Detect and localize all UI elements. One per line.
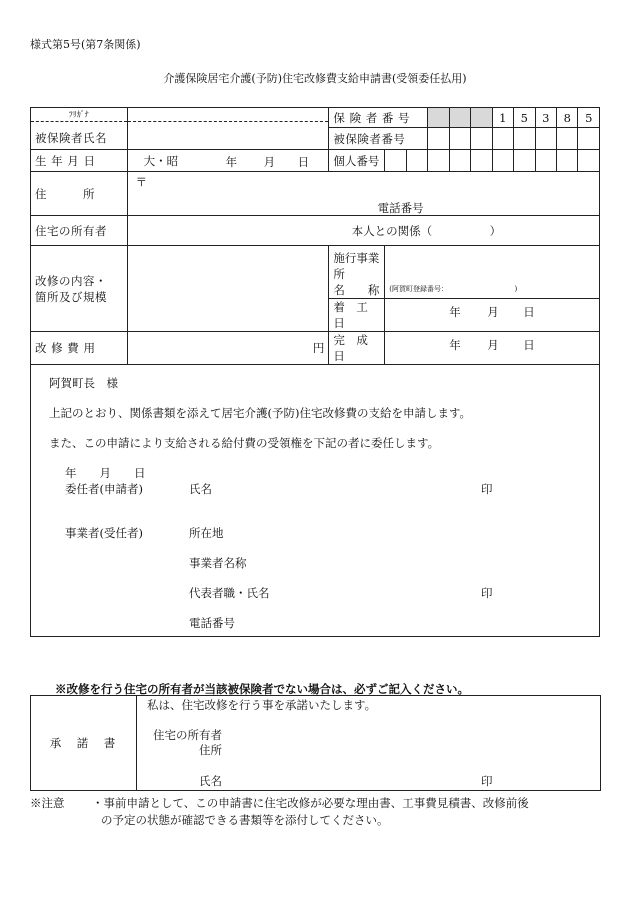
completion-day-unit: 日 [523,338,535,352]
relation-label: 本人との関係（ ） [351,223,502,238]
personal-number-label: 個人番号 [329,150,385,172]
insurer-digit: 5 [578,108,600,128]
footnote-mark: ※注意 [30,796,65,810]
birth-day-unit: 日 [297,155,310,169]
renovation-label-line: 箇所及び規模 [35,289,107,304]
renovation-label [31,246,128,332]
personal-digit[interactable] [449,150,470,172]
personal-digit[interactable] [471,150,492,172]
owner-field[interactable] [127,216,599,246]
consent-owner-label: 住宅の所有者 [153,728,222,742]
delegator-label: 委任者(申請者) [65,482,143,496]
application-statement: 上記のとおり、関係書類を添えて居宅介護(予防)住宅改修費の支給を申請します。 [49,406,472,420]
personal-digit[interactable] [535,150,556,172]
insurer-digit: 3 [535,108,556,128]
start-date-label: 着 工 日 [329,299,385,332]
insured-digit[interactable] [514,128,535,150]
insured-digit[interactable] [578,128,600,150]
personal-digit[interactable] [428,150,449,172]
insurer-digit: 1 [492,108,513,128]
phone-label: 電話番号 [377,201,424,215]
insured-digit[interactable] [557,128,578,150]
completion-date-label: 完 成 日 [329,332,385,365]
consent-address-label: 住所 [199,743,222,757]
delegator-name-label: 氏名 [189,482,212,496]
start-month-unit: 月 [487,305,499,319]
address-label: 住 所 [31,172,128,216]
insured-digit[interactable] [428,128,449,150]
insured-name-field[interactable] [127,128,329,150]
start-day-unit: 日 [523,305,535,319]
birth-era: 大・昭 [143,153,179,168]
consent-statement: 私は、住宅改修を行う事を承諾いたします。 [147,698,377,712]
insurer-digit: 8 [557,108,578,128]
insurer-digit [449,108,470,128]
personal-digit[interactable] [492,150,513,172]
personal-digit[interactable] [557,150,578,172]
renovation-label-line: 改修の内容・ [35,273,107,288]
consent-label: 承 諾 書 [31,696,137,791]
contractor-label-line: 名 称 [333,283,380,297]
insured-digit[interactable] [449,128,470,150]
start-year-unit: 年 [449,305,461,319]
consent-table [30,695,601,791]
agent-label: 事業者(受任者) [65,526,143,540]
delegation-date: 年 月 日 [65,466,146,480]
agent-location-label: 所在地 [189,526,224,540]
insurer-digit: 5 [514,108,535,128]
contractor-label [329,246,385,299]
form-title: 介護保険居宅介護(予防)住宅改修費支給申請書(受領委任払用) [163,72,467,85]
insured-digit[interactable] [492,128,513,150]
footnote-line-2: の予定の状態が確認できる書類等を添付してください。 [101,813,389,827]
insured-number-label: 被保険者番号 [329,128,428,150]
address-field[interactable] [127,172,599,216]
consent-name-label: 氏名 [199,774,222,788]
furigana-field[interactable] [127,108,329,122]
insurer-number-label: 保 険 者 番 号 [329,108,428,128]
completion-year-unit: 年 [449,338,461,352]
agent-seal: 印 [481,586,493,600]
consent-seal: 印 [481,774,493,788]
insured-name-label: 被保険者氏名 [31,128,128,150]
yen-unit: 円 [312,341,325,355]
footnote-line-1: ・事前申請として、この申請書に住宅改修が必要な理由書、工事費見積書、改修前後 [92,796,529,810]
birth-year-unit: 年 [225,155,238,169]
delegation-statement: また、この申請により支給される給付費の受領権を下記の者に委任します。 [49,436,440,450]
birth-month-unit: 月 [263,155,276,169]
contractor-label-line: 施行事業所 [333,251,380,281]
agent-phone-label: 電話番号 [189,616,235,630]
start-date-field[interactable] [385,299,600,332]
birth-date-field[interactable] [127,150,329,172]
registration-note: (阿賀町登録番号： ) [389,285,518,293]
consent-field[interactable] [137,696,601,791]
postal-mark: 〒 [135,175,148,189]
insured-digit[interactable] [471,128,492,150]
furigana-label: ﾌﾘｶﾞﾅ [31,108,128,122]
consent-notice: ※改修を行う住宅の所有者が当該被保険者でない場合は、必ずご記入ください。 [55,682,469,696]
agent-representative-label: 代表者職・氏名 [189,586,270,600]
application-table [30,107,600,365]
insurer-digit [428,108,449,128]
completion-month-unit: 月 [487,338,499,352]
owner-label: 住宅の所有者 [31,216,128,246]
personal-digit[interactable] [406,150,428,172]
birth-date-label: 生 年 月 日 [31,150,128,172]
agent-business-name-label: 事業者名称 [189,556,247,570]
personal-digit[interactable] [514,150,535,172]
personal-digit[interactable] [385,150,406,172]
renovation-field[interactable] [127,246,329,332]
delegation-section [30,359,600,637]
cost-label: 改 修 費 用 [31,332,128,365]
delegator-seal: 印 [481,482,493,496]
contractor-field[interactable] [385,246,600,299]
addressee: 阿賀町長 様 [49,376,118,390]
form-number: 様式第5号(第7条関係) [30,38,141,51]
insurer-digit [471,108,492,128]
personal-digit[interactable] [578,150,600,172]
insured-digit[interactable] [535,128,556,150]
